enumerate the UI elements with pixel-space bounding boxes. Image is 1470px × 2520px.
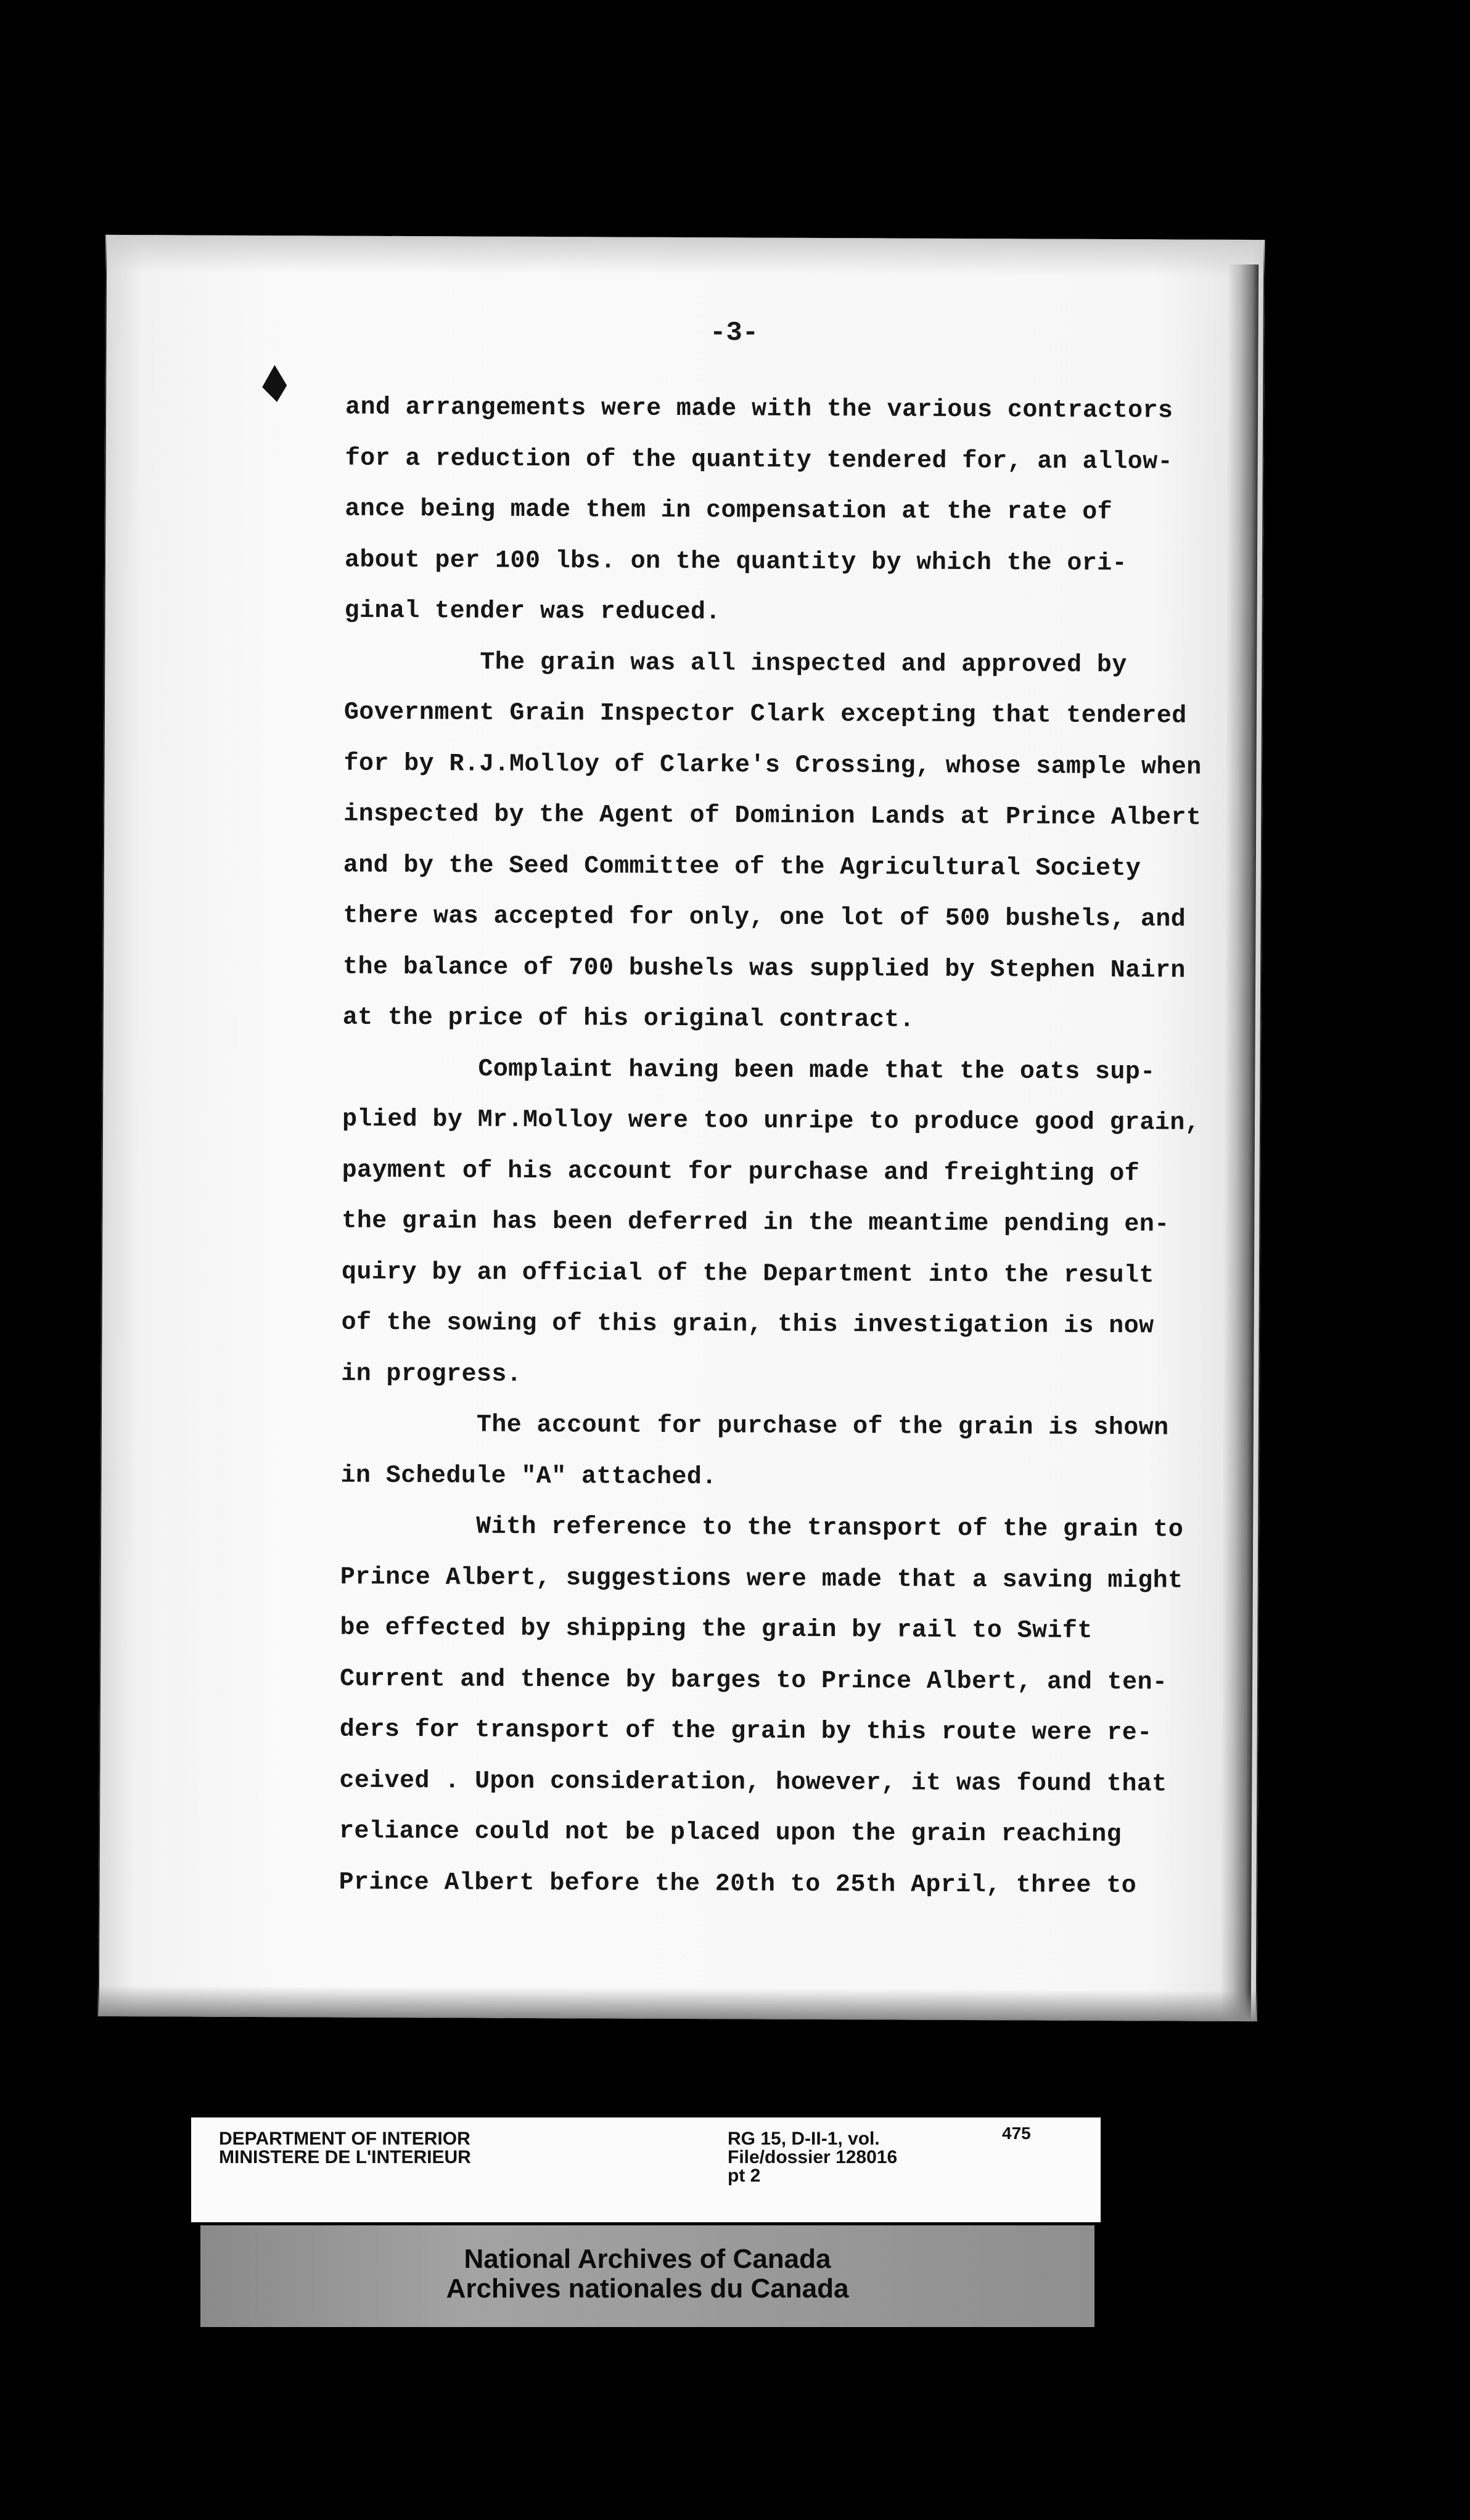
text-line: reliance could not be placed upon the grain reaching: [339, 1817, 1122, 1849]
text-line: Complaint having been made that the oats sup-: [478, 1055, 1156, 1086]
archive-reference-label: [191, 2117, 1101, 2222]
reference-line-2: File/dossier 128016: [728, 2147, 898, 2167]
text-line: be effected by shipping the grain by rail to Swift: [340, 1614, 1093, 1645]
department-names: [219, 2130, 471, 2167]
department-fr: MINISTERE DE L'INTERIEUR: [219, 2147, 471, 2167]
margin-mark: [262, 365, 287, 402]
text-line: ceived . Upon consideration, however, it was found that: [339, 1767, 1167, 1798]
text-line: The grain was all inspected and approved by: [480, 648, 1127, 679]
text-line: ginal tender was reduced.: [344, 597, 721, 627]
text-line: plied by Mr.Molloy were too unripe to produce good grain,: [342, 1105, 1201, 1137]
archives-name-en: National Archives of Canada: [464, 2244, 831, 2274]
text-line: inspected by the Agent of Dominion Lands at Prince Albert: [343, 800, 1202, 832]
document-page: [98, 235, 1265, 2021]
text-line: about per 100 lbs. on the quantity by which the ori-: [344, 546, 1128, 578]
reference-line-3: pt 2: [728, 2166, 761, 2186]
text-line: at the price of his original contract.: [342, 1004, 915, 1034]
text-line: and arrangements were made with the various contractors: [345, 393, 1173, 425]
text-line: Prince Albert before the 20th to 25th April, three to: [339, 1868, 1137, 1900]
text-line: the balance of 700 bushels was supplied by Stephen Nairn: [343, 953, 1186, 985]
text-line: With reference to the transport of the grain to: [476, 1513, 1184, 1544]
archives-name-fr: Archives nationales du Canada: [446, 2273, 849, 2304]
volume-number: 475: [1002, 2124, 1031, 2143]
text-line: there was accepted for only, one lot of 500 bushels, and: [343, 902, 1186, 934]
text-line: Government Grain Inspector Clark excepting that tendered: [343, 698, 1187, 730]
text-line: of the sowing of this grain, this investigation is now: [341, 1309, 1154, 1341]
text-line: payment of his account for purchase and freighting of: [342, 1156, 1140, 1188]
text-line: The account for purchase of the grain is shown: [476, 1411, 1169, 1442]
text-line: the grain has been deferred in the meantime pending en-: [342, 1207, 1170, 1239]
text-line: Prince Albert, suggestions were made that a saving might: [340, 1563, 1183, 1595]
text-line: Current and thence by barges to Prince Albert, and ten-: [339, 1665, 1168, 1696]
reference-line-1: RG 15, D-II-1, vol.: [728, 2129, 880, 2149]
document-body: [339, 383, 1239, 1912]
text-line: for a reduction of the quantity tendered for, an allow-: [345, 444, 1173, 476]
text-line: and by the Seed Committee of the Agricultural Society: [343, 851, 1141, 883]
department-en: DEPARTMENT OF INTERIOR: [219, 2129, 470, 2149]
page-number: -3-: [709, 317, 759, 349]
text-line: ance being made them in compensation at the rate of: [345, 495, 1113, 527]
archives-banner: [200, 2225, 1094, 2327]
text-line: quiry by an official of the Department into the result: [341, 1258, 1154, 1290]
text-line: in Schedule "A" attached.: [340, 1462, 717, 1491]
text-line: in progress.: [341, 1360, 522, 1389]
text-line: for by R.J.Molloy of Clarke's Crossing, whose sample when: [343, 750, 1202, 782]
text-line: ders for transport of the grain by this route were re-: [339, 1716, 1152, 1748]
archive-reference: [728, 2130, 897, 2185]
